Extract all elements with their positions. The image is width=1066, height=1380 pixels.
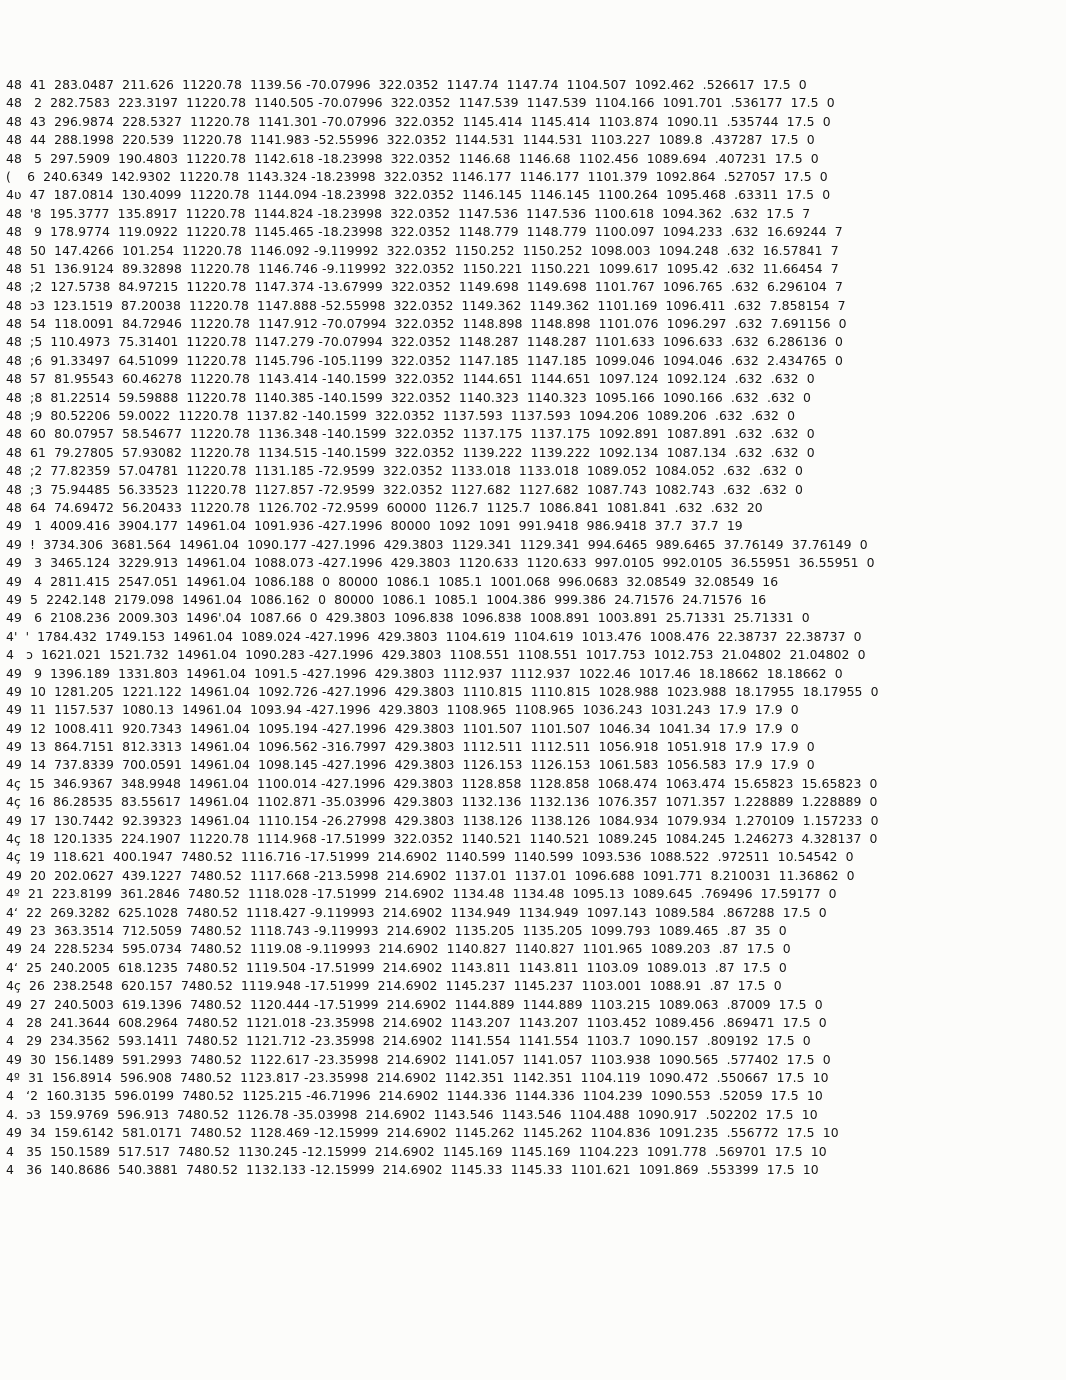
table-row: 48 51 136.9124 89.32898 11220.78 1146.746 -9.119992 322.0352 1150.221 1150.221 1099.617 1095.42 .632 11.66454 7 [6,260,839,276]
table-row: 4 35 150.1589 517.517 7480.52 1130.245 -12.15999 214.6902 1145.169 1145.169 1104.223 1091.778 .569701 17.5 10 [6,1143,827,1159]
table-row: 49 4 2811.415 2547.051 14961.04 1086.188 0 80000 1086.1 1085.1 1001.068 996.0683 32.08549 32.08549 16 [6,573,779,589]
table-row: 48 ;8 81.22514 59.59888 11220.78 1140.385 -140.1599 322.0352 1140.323 1140.323 1095.166 1090.166 .632 .632 0 [6,389,812,405]
table-row: 49 30 156.1489 591.2993 7480.52 1122.617 -23.35998 214.6902 1141.057 1141.057 1103.938 1090.565 .577402 17.5 0 [6,1051,831,1067]
table-row: 48 ;2 77.82359 57.04781 11220.78 1131.185 -72.9599 322.0352 1133.018 1133.018 1089.052 1084.052 .632 .632 0 [6,463,804,479]
table-row: 49 12 1008.411 920.7343 14961.04 1095.194 -427.1996 429.3803 1101.507 1101.507 1046.34 1041.34 17.9 17.9 0 [6,720,799,736]
table-row: 4º 31 156.8914 596.908 7480.52 1123.817 -23.35998 214.6902 1142.351 1142.351 1104.119 1090.472 .550667 17.5 10 [6,1070,829,1086]
table-row: 49 17 130.7442 92.39323 14961.04 1110.154 -26.27998 429.3803 1138.126 1138.126 1084.934 1079.934 1.270109 1.157233 0 [6,812,879,828]
table-row: 48 61 79.27805 57.93082 11220.78 1134.515 -140.1599 322.0352 1139.222 1139.222 1092.134 1087.134 .632 .632 0 [6,444,815,460]
table-row: 4ç 15 346.9367 348.9948 14961.04 1100.014 -427.1996 429.3803 1128.858 1128.858 1068.474 1063.474 15.65823 15.65823 0 [6,775,878,791]
table-row: 48 ;6 91.33497 64.51099 11220.78 1145.796 -105.1199 322.0352 1147.185 1147.185 1099.046 1094.046 .632 2.434765 0 [6,352,843,368]
table-row: 49 1 4009.416 3904.177 14961.04 1091.936 -427.1996 80000 1092 1091 991.9418 986.9418 37.7 37.7 19 [6,518,743,534]
table-row: 49 11 1157.537 1080.13 14961.04 1093.94 -427.1996 429.3803 1108.965 1108.965 1036.243 1031.243 17.9 17.9 0 [6,702,799,718]
table-row: 49 ! 3734.306 3681.564 14961.04 1090.177 -427.1996 429.3803 1129.341 1129.341 994.6465 989.6465 37.76149 37.76149 0 [6,536,868,552]
table-row: 49 23 363.3514 712.5059 7480.52 1118.743 -9.119993 214.6902 1135.205 1135.205 1099.793 1089.465 .87 35 0 [6,922,787,938]
table-row: 48 ɔ3 123.1519 87.20038 11220.78 1147.888 -52.55998 322.0352 1149.362 1149.362 1101.169 1096.411 .632 7.858154 7 [6,297,846,313]
table-row: 48 ;2 127.5738 84.97215 11220.78 1147.374 -13.67999 322.0352 1149.698 1149.698 1101.767 1096.765 .632 6.296104 7 [6,279,843,295]
table-row: 4ç 19 118.621 400.1947 7480.52 1116.716 -17.51999 214.6902 1140.599 1140.599 1093.536 1088.522 .972511 10.54542 0 [6,849,854,865]
table-row: 48 ;9 80.52206 59.0022 11220.78 1137.82 -140.1599 322.0352 1137.593 1137.593 1094.206 1089.206 .632 .632 0 [6,408,796,424]
table-row: 49 6 2108.236 2009.303 1496'.04 1087.66 0 429.3803 1096.838 1096.838 1008.891 1003.891 25.71331 25.71331 0 [6,610,810,626]
table-row: 48 2 282.7583 223.3197 11220.78 1140.505 -70.07996 322.0352 1147.539 1147.539 1104.166 1091.701 .536177 17.5 0 [6,95,835,111]
table-row: 49 34 159.6142 581.0171 7480.52 1128.469 -12.15999 214.6902 1145.262 1145.262 1104.836 1091.235 .556772 17.5 10 [6,1125,839,1141]
table-row: 48 5 297.5909 190.4803 11220.78 1142.618 -18.23998 322.0352 1146.68 1146.68 1102.456 1089.694 .407231 17.5 0 [6,150,819,166]
table-row: 4 36 140.8686 540.3881 7480.52 1132.133 -12.15999 214.6902 1145.33 1145.33 1101.621 1091.869 .553399 17.5 10 [6,1162,819,1178]
table-row: 48 44 288.1998 220.539 11220.78 1141.983 -52.55996 322.0352 1144.531 1144.531 1103.227 1089.8 .437287 17.5 0 [6,132,815,148]
table-row: 48 57 81.95543 60.46278 11220.78 1143.414 -140.1599 322.0352 1144.651 1144.651 1097.124 1092.124 .632 .632 0 [6,371,815,387]
table-row: 48 64 74.69472 56.20433 11220.78 1126.702 -72.9599 60000 1126.7 1125.7 1086.841 1081.841 .632 .632 20 [6,499,763,515]
table-row: 49 9 1396.189 1331.803 14961.04 1091.5 -427.1996 429.3803 1112.937 1112.937 1022.46 1017.46 18.18662 18.18662 0 [6,665,843,681]
table-row: 49 13 864.7151 812.3313 14961.04 1096.562 -316.7997 429.3803 1112.511 1112.511 1056.918 1051.918 17.9 17.9 0 [6,739,815,755]
table-row: 48 54 118.0091 84.72946 11220.78 1147.912 -70.07994 322.0352 1148.898 1148.898 1101.076 1096.297 .632 7.691156 0 [6,316,847,332]
table-row: 4. ɔ3 159.9769 596.913 7480.52 1126.78 -35.03998 214.6902 1143.546 1143.546 1104.488 1090.917 .502202 17.5 10 [6,1106,818,1122]
table-row: 4 28 241.3644 608.2964 7480.52 1121.018 -23.35998 214.6902 1143.207 1143.207 1103.452 1089.456 .869471 17.5 0 [6,1014,827,1030]
table-row: ( 6 240.6349 142.9302 11220.78 1143.324 -18.23998 322.0352 1146.177 1146.177 1101.379 1092.864 .527057 17.5 0 [6,168,828,184]
table-row: 4ʻ 25 240.2005 618.1235 7480.52 1119.504 -17.51999 214.6902 1143.811 1143.811 1103.09 1089.013 .87 17.5 0 [6,959,787,975]
table-row: 4ʋ 47 187.0814 130.4099 11220.78 1144.094 -18.23998 322.0352 1146.145 1146.145 1100.264 1095.468 .63311 17.5 0 [6,187,831,203]
table-row: 4º 21 223.8199 361.2846 7480.52 1118.028 -17.51999 214.6902 1134.48 1134.48 1095.13 1089.645 .769496 17.59177 0 [6,886,837,902]
table-row: 48 50 147.4266 101.254 11220.78 1146.092 -9.119992 322.0352 1150.252 1150.252 1098.003 1094.248 .632 16.57841 7 [6,242,839,258]
data-table-printout [6,76,1056,1179]
table-row: 48 43 296.9874 228.5327 11220.78 1141.301 -70.07996 322.0352 1145.414 1145.414 1103.874 1090.11 .535744 17.5 0 [6,113,831,129]
table-row: 4ç 26 238.2548 620.157 7480.52 1119.948 -17.51999 214.6902 1145.237 1145.237 1103.001 1088.91 .87 17.5 0 [6,978,782,994]
table-row: 48 ;3 75.94485 56.33523 11220.78 1127.857 -72.9599 322.0352 1127.682 1127.682 1087.743 1082.743 .632 .632 0 [6,481,804,497]
table-row: 4ʻ 22 269.3282 625.1028 7480.52 1118.427 -9.119993 214.6902 1134.949 1134.949 1097.143 1089.584 .867288 17.5 0 [6,904,827,920]
table-row: 4ç 18 120.1335 224.1907 11220.78 1114.968 -17.51999 322.0352 1140.521 1140.521 1089.245 1084.245 1.246273 4.328137 0 [6,831,878,847]
table-row: 49 20 202.0627 439.1227 7480.52 1117.668 -213.5998 214.6902 1137.01 1137.01 1096.688 1091.771 8.210031 11.36862 0 [6,867,855,883]
table-row: 48 '8 195.3777 135.8917 11220.78 1144.824 -18.23998 322.0352 1147.536 1147.536 1100.618 1094.362 .632 17.5 7 [6,205,811,221]
table-row: 49 10 1281.205 1221.122 14961.04 1092.726 -427.1996 429.3803 1110.815 1110.815 1028.988 1023.988 18.17955 18.17955 0 [6,683,879,699]
table-row: 4 ɔ 1621.021 1521.732 14961.04 1090.283 -427.1996 429.3803 1108.551 1108.551 1017.753 1012.753 21.04802 21.04802 0 [6,647,866,663]
table-row: 49 3 3465.124 3229.913 14961.04 1088.073 -427.1996 429.3803 1120.633 1120.633 997.0105 992.0105 36.55951 36.55951 0 [6,555,875,571]
table-row: 4ç 16 86.28535 83.55617 14961.04 1102.871 -35.03996 429.3803 1132.136 1132.136 1076.357 1071.357 1.228889 1.228889 0 [6,794,878,810]
table-row: 48 9 178.9774 119.0922 11220.78 1145.465 -18.23998 322.0352 1148.779 1148.779 1100.097 1094.233 .632 16.69244 7 [6,224,843,240]
table-row: 49 14 737.8339 700.0591 14961.04 1098.145 -427.1996 429.3803 1126.153 1126.153 1061.583 1056.583 17.9 17.9 0 [6,757,815,773]
table-row: 4' ' 1784.432 1749.153 14961.04 1089.024 -427.1996 429.3803 1104.619 1104.619 1013.476 1008.476 22.38737 22.38737 0 [6,628,862,644]
table-row: 48 41 283.0487 211.626 11220.78 1139.56 -70.07996 322.0352 1147.74 1147.74 1104.507 1092.462 .526617 17.5 0 [6,77,807,92]
table-row: 4 29 234.3562 593.1411 7480.52 1121.712 -23.35998 214.6902 1141.554 1141.554 1103.7 1090.157 .809192 17.5 0 [6,1033,811,1049]
table-row: 49 27 240.5003 619.1396 7480.52 1120.444 -17.51999 214.6902 1144.889 1144.889 1103.215 1089.063 .87009 17.5 0 [6,996,823,1012]
table-row: 48 60 80.07957 58.54677 11220.78 1136.348 -140.1599 322.0352 1137.175 1137.175 1092.891 1087.891 .632 .632 0 [6,426,815,442]
table-row: 49 5 2242.148 2179.098 14961.04 1086.162 0 80000 1086.1 1085.1 1004.386 999.386 24.71576 24.71576 16 [6,591,767,607]
table-row: 49 24 228.5234 595.0734 7480.52 1119.08 -9.119993 214.6902 1140.827 1140.827 1101.965 1089.203 .87 17.5 0 [6,941,791,957]
table-row: 48 ;5 110.4973 75.31401 11220.78 1147.279 -70.07994 322.0352 1148.287 1148.287 1101.633 1096.633 .632 6.286136 0 [6,334,843,350]
table-row: 4 ʻ2 160.3135 596.0199 7480.52 1125.215 -46.71996 214.6902 1144.336 1144.336 1104.239 1090.553 .52059 17.5 10 [6,1088,823,1104]
